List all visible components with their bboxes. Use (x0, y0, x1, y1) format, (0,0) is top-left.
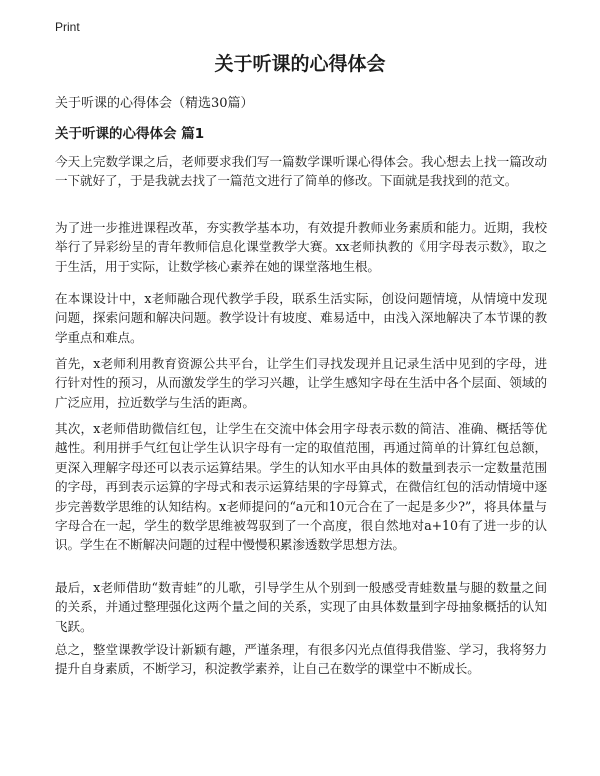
paragraph-intro: 今天上完数学课之后，老师要求我们写一篇数学课听课心得体会。我心想去上找一篇改动一下就好了，于是我就去找了一篇范文进行了简单的修改。下面就是我找到的范文。 (55, 154, 547, 189)
paragraph-design: 在本课设计中，x老师融合现代教学手段，联系生活实际，创设问题情境，从情境中发现问题，探索问题和解决问题。教学设计有坡度、难易适中，由浅入深地解决了本节课的教学重点和难点。 (55, 291, 547, 345)
paragraph-first: 首先，x老师利用教育资源公共平台，让学生们寻找发现并且记录生活中见到的字母，进行针对性的预习，从而激发学生的学习兴趣，让学生感知字母在生活中各个层面、领域的广泛应用，拉近数学与生活的距离。 (55, 356, 547, 410)
document-subtitle: 关于听课的心得体会（精选30篇） (55, 96, 254, 111)
paragraph-last: 最后，x老师借助“数青蛙”的儿歌，引导学生从个别到一般感受青蛙数量与腿的数量之间的关系，并通过整理强化这两个量之间的关系，实现了由具体数量到字母抽象概括的认知飞跃。 (55, 580, 547, 634)
paragraph-second: 其次，x老师借助微信红包，让学生在交流中体会用字母表示数的简洁、准确、概括等优越性。利用拼手气红包让学生认识字母有一定的取值范围，再通过简单的计算红包总额，更深入理解字母还可以表示运算结果。学生的认知水平由具体的数量到表示一定数量范围的字母，再到表示运算的字母式和表示运算结果的字母算式，在微信红包的活动情境中逐步完善数学思维的认知结构。x老师提问的“a元和10元合在了一起是多少?”，将具体量与字母合在一起，学生的数学思维被驾驭到了一个高度，很自然地对a+10有了进一步的认识。学生在不断解决问题的过程中慢慢积累渗透数学思想方法。 (55, 421, 547, 553)
page-title: 关于听课的心得体会 (214, 53, 386, 75)
print-link[interactable]: Print (55, 20, 80, 34)
paragraph-summary: 总之，整堂课教学设计新颖有趣，严谨条理，有很多闪光点值得我借鉴、学习，我将努力提升自身素质，不断学习，积淀教学素养，让自己在数学的课堂中不断成长。 (55, 642, 547, 677)
section-heading: 关于听课的心得体会 篇1 (55, 126, 205, 142)
paragraph-background: 为了进一步推进课程改革，夯实教学基本功，有效提升教师业务素质和能力。近期，我校举行了异彩纷呈的青年教师信息化课堂教学大赛。xx老师执教的《用字母表示数》，取之于生活，用于实际，让数学核心素养在她的课堂落地生根。 (55, 220, 547, 274)
